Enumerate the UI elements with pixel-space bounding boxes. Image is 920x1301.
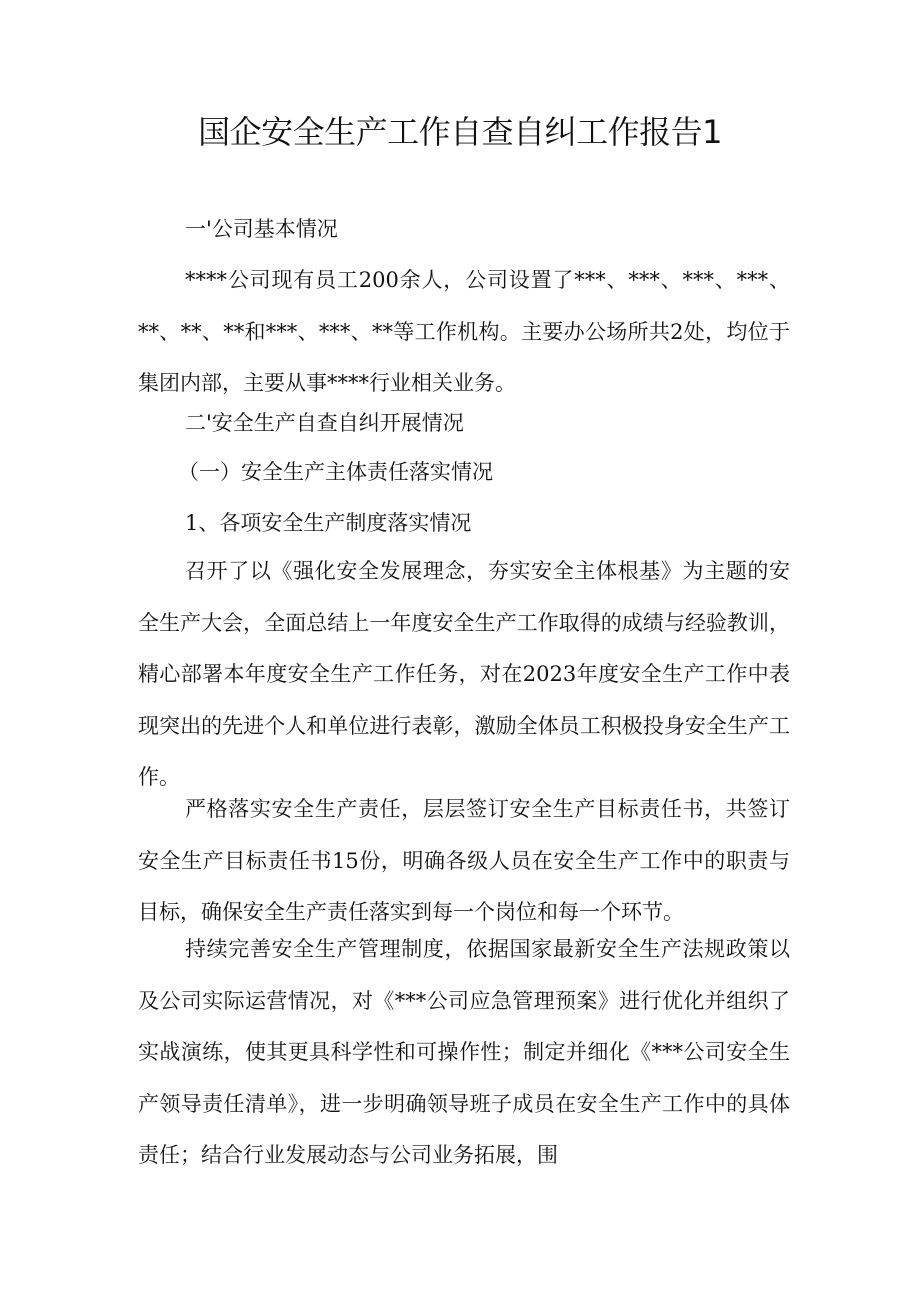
paragraph-company-overview: ****公司现有员工200余人，公司设置了***、***、***、***、**、**、**和***、***、**等工作机构。主要办公场所共2处，均位于集团内部，主要从事****行业相关业务。 bbox=[138, 268, 790, 395]
paragraph-safety-conference: 召开了以《强化安全发展理念，夯实安全主体根基》为主题的安全生产大会，全面总结上一年度安全生产工作取得的成绩与经验教训，精心部署本年度安全生产工作任务，对在2023年度安全生产工作中表现突出的先进个人和单位进行表彰，激励全体员工积极投身安全生产工作。 bbox=[138, 559, 790, 789]
paragraph-management-system: 持续完善安全生产管理制度，依据国家最新安全生产法规政策以及公司实际运营情况，对《***公司应急管理预案》进行优化并组织了实战演练，使其更具科学性和可操作性；制定并细化《***公司安全生产领导责任清单》，进一步明确领导班子成员在安全生产工作中的具体责任；结合行业发展动态与公司业务拓展，围 bbox=[138, 937, 790, 1167]
section-heading-basic-info: 一'公司基本情况 bbox=[185, 217, 338, 241]
document-title: 国企安全生产工作自查自纠工作报告1 bbox=[198, 113, 722, 151]
paragraph-responsibility-letters: 严格落实安全生产责任，层层签订安全生产目标责任书，共签订安全生产目标责任书15份，明确各级人员在安全生产工作中的职责与目标，确保安全生产责任落实到每一个岗位和每一个环节。 bbox=[138, 797, 790, 924]
section-heading-self-inspection: 二'安全生产自查自纠开展情况 bbox=[185, 411, 464, 435]
item-heading-system-implementation: 1、各项安全生产制度落实情况 bbox=[185, 511, 472, 535]
subsection-heading-responsibility: （一）安全生产主体责任落实情况 bbox=[178, 460, 493, 484]
